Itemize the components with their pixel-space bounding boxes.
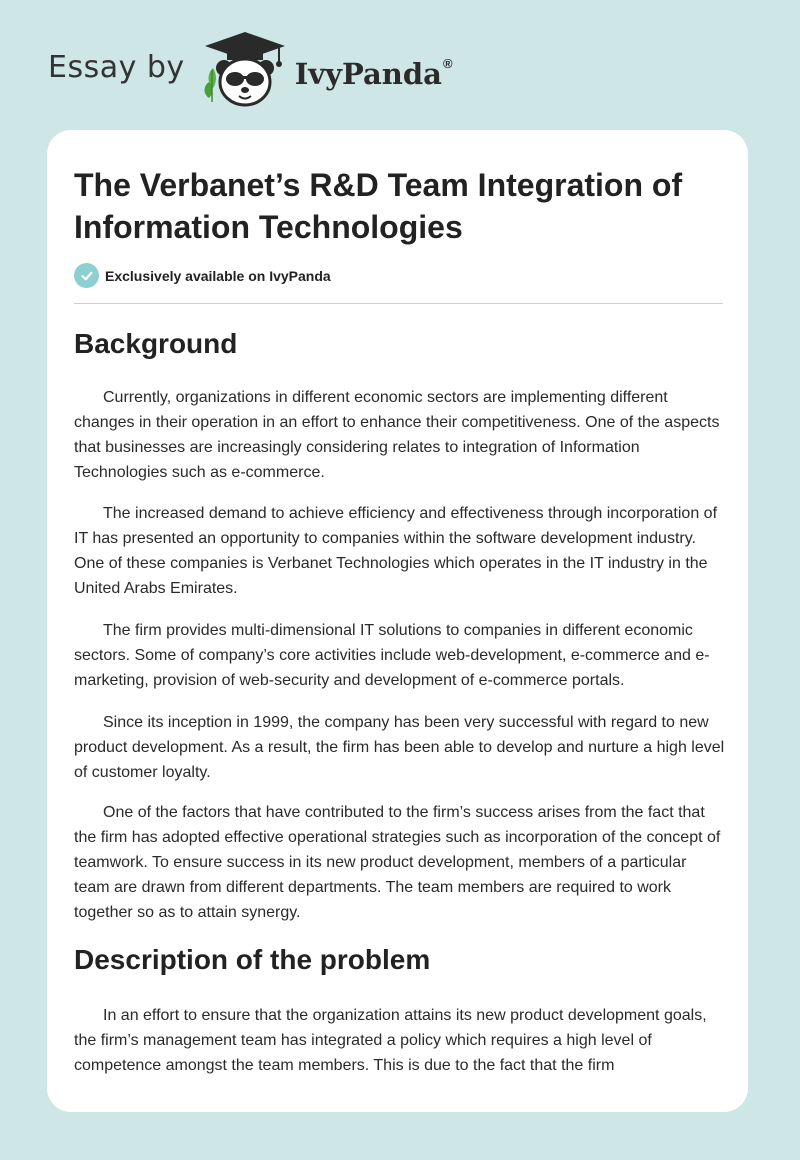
essay-by-label: Essay by xyxy=(48,49,185,85)
exclusive-badge xyxy=(74,263,331,288)
divider xyxy=(74,303,723,304)
paragraph: Since its inception in 1999, the company has been very successful with regard to new product development. As a result, the firm has been able to develop and nurture a high level of customer loyalty. xyxy=(74,714,725,781)
panda-logo-icon[interactable] xyxy=(199,30,291,110)
paragraph: The increased demand to achieve efficiency and effectiveness through incorporation of IT has presented an opportunity to companies within the software development industry. One of these companies is Verbanet Technologies which operates in the IT industry in the United Arabs Emirates. xyxy=(74,505,718,597)
brand-name[interactable]: IvyPanda® xyxy=(294,55,453,91)
paragraph: The firm provides multi-dimensional IT solutions to companies in different economic sectors. Some of company’s core activities include web-development, e-commerce and e-marketing, provision of web-security and development of e-commerce portals. xyxy=(74,622,710,689)
checkmark-icon xyxy=(74,263,99,288)
section-heading-background: Background xyxy=(74,328,238,359)
registered-mark: ® xyxy=(442,55,453,71)
site-header xyxy=(48,30,453,110)
paragraph: In an effort to ensure that the organization attains its new product development goals, the firm’s management team has integrated a policy which requires a high level of competence amongst the team members. This is due to the fact that the firm xyxy=(74,1007,707,1074)
paragraph: One of the factors that have contributed to the firm’s success arises from the fact that the firm has adopted effective operational strategies such as incorporation of the concept of teamwork. To ensure success in its new product development, members of a particular team are drawn from different departments. The team members are required to work together so as to attain synergy. xyxy=(74,804,721,921)
article-card xyxy=(47,130,748,1112)
paragraph: Currently, organizations in different economic sectors are implementing different changes in their operation in an effort to enhance their competitiveness. One of the aspects that businesses are increasingly considering relates to integration of Information Technologies such as e-commerce. xyxy=(74,389,720,481)
article-title: The Verbanet’s R&D Team Integration of Information Technologies xyxy=(74,167,683,245)
exclusive-badge-label: Exclusively available on IvyPanda xyxy=(105,267,331,284)
section-heading-description: Description of the problem xyxy=(74,944,431,975)
